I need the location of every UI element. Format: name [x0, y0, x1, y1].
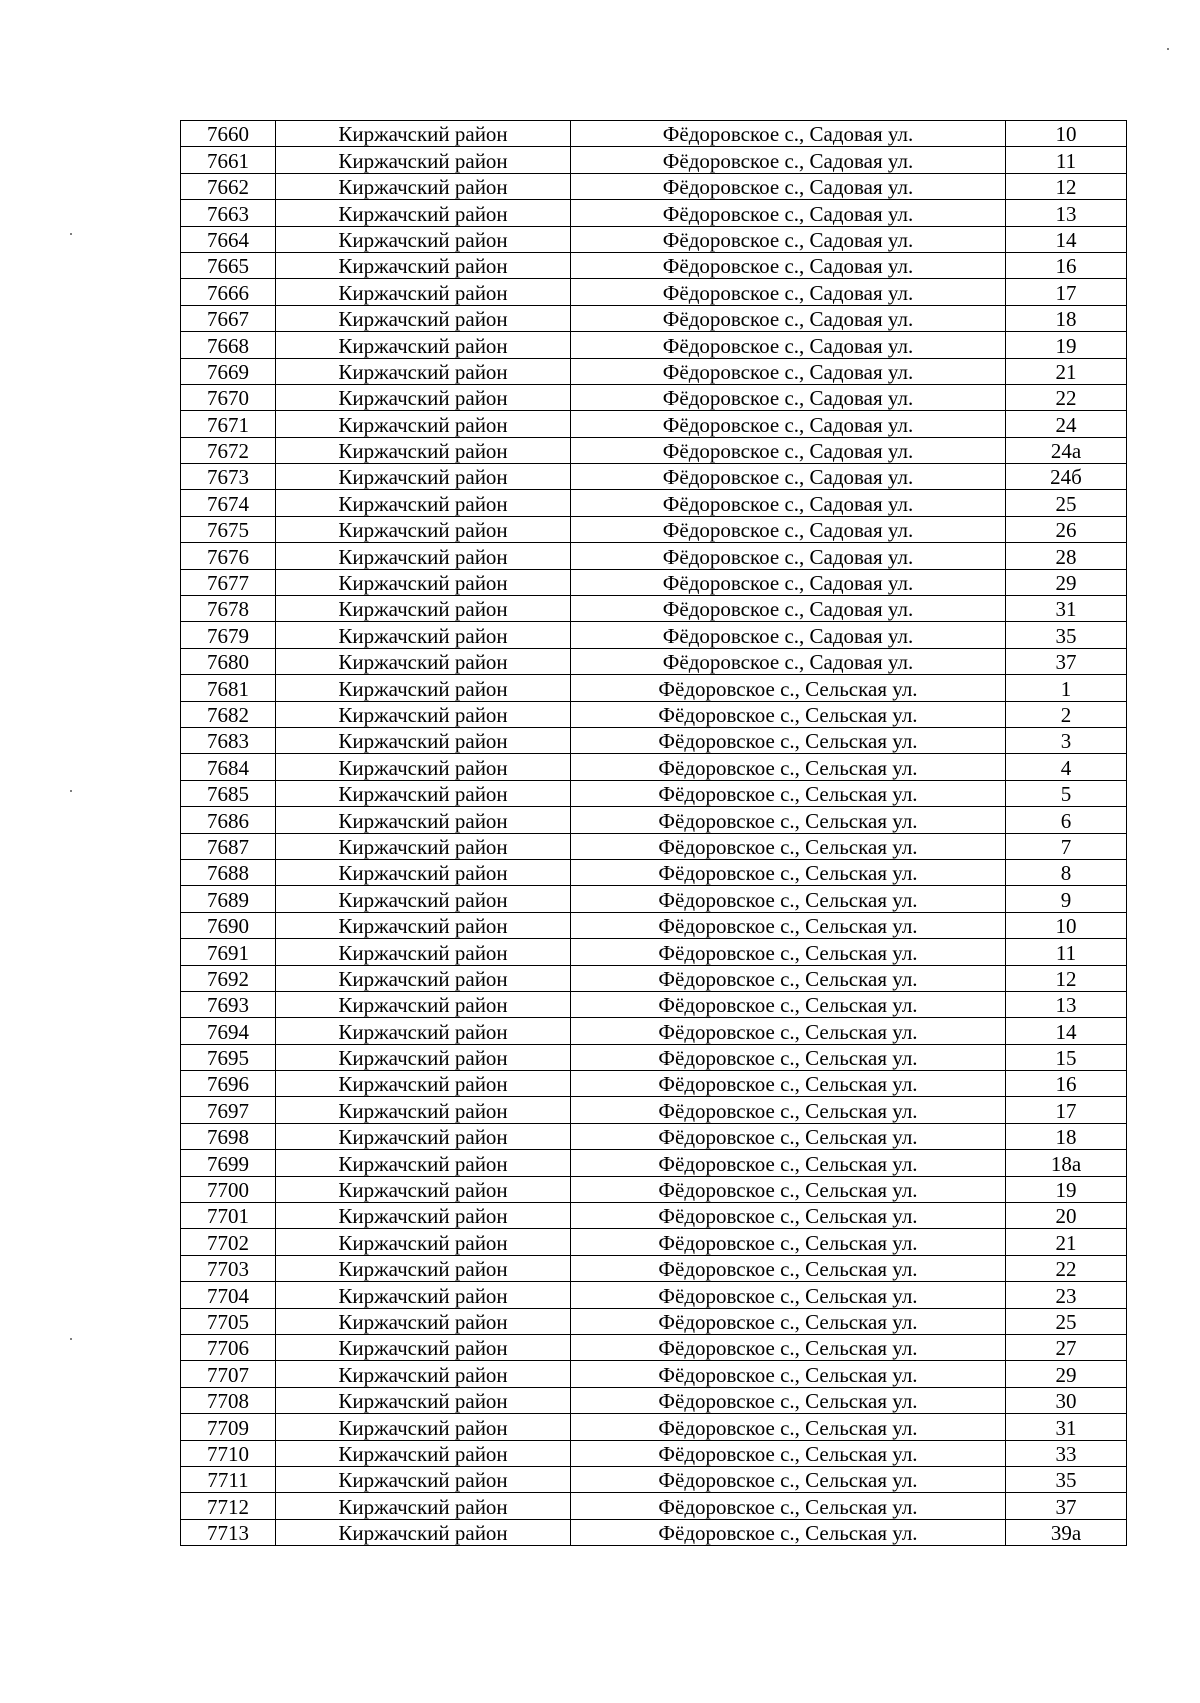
- house-number-cell: 11: [1006, 939, 1127, 965]
- address-cell: Фёдоровское с., Сельская ул.: [571, 886, 1006, 912]
- address-cell: Фёдоровское с., Сельская ул.: [571, 727, 1006, 753]
- house-number-cell: 13: [1006, 991, 1127, 1017]
- address-cell: Фёдоровское с., Сельская ул.: [571, 1519, 1006, 1545]
- house-number-cell: 4: [1006, 754, 1127, 780]
- address-cell: Фёдоровское с., Садовая ул.: [571, 226, 1006, 252]
- house-number-cell: 8: [1006, 859, 1127, 885]
- house-number-cell: 31: [1006, 596, 1127, 622]
- row-number-cell: 7679: [181, 622, 276, 648]
- district-cell: Киржачский район: [276, 939, 571, 965]
- district-cell: Киржачский район: [276, 1018, 571, 1044]
- house-number-cell: 20: [1006, 1203, 1127, 1229]
- district-cell: Киржачский район: [276, 1150, 571, 1176]
- row-number-cell: 7695: [181, 1044, 276, 1070]
- row-number-cell: 7711: [181, 1466, 276, 1492]
- district-cell: Киржачский район: [276, 226, 571, 252]
- row-number-cell: 7703: [181, 1255, 276, 1281]
- row-number-cell: 7699: [181, 1150, 276, 1176]
- address-cell: Фёдоровское с., Сельская ул.: [571, 939, 1006, 965]
- row-number-cell: 7674: [181, 490, 276, 516]
- house-number-cell: 6: [1006, 807, 1127, 833]
- house-number-cell: 3: [1006, 727, 1127, 753]
- row-number-cell: 7666: [181, 279, 276, 305]
- house-number-cell: 16: [1006, 1071, 1127, 1097]
- address-cell: Фёдоровское с., Сельская ул.: [571, 1071, 1006, 1097]
- row-number-cell: 7697: [181, 1097, 276, 1123]
- district-cell: Киржачский район: [276, 516, 571, 542]
- district-cell: Киржачский район: [276, 807, 571, 833]
- table-row: [181, 437, 1127, 463]
- row-number-cell: 7690: [181, 912, 276, 938]
- table-row: [181, 252, 1127, 278]
- address-cell: Фёдоровское с., Сельская ул.: [571, 1440, 1006, 1466]
- row-number-cell: 7693: [181, 991, 276, 1017]
- house-number-cell: 17: [1006, 1097, 1127, 1123]
- address-cell: Фёдоровское с., Сельская ул.: [571, 780, 1006, 806]
- row-number-cell: 7710: [181, 1440, 276, 1466]
- table-row: [181, 939, 1127, 965]
- scan-speck: [70, 1338, 72, 1340]
- house-number-cell: 9: [1006, 886, 1127, 912]
- district-cell: Киржачский район: [276, 1282, 571, 1308]
- address-cell: Фёдоровское с., Сельская ул.: [571, 754, 1006, 780]
- table-row: [181, 173, 1127, 199]
- district-cell: Киржачский район: [276, 1519, 571, 1545]
- row-number-cell: 7671: [181, 411, 276, 437]
- table-row: [181, 1308, 1127, 1334]
- district-cell: Киржачский район: [276, 1176, 571, 1202]
- house-number-cell: 35: [1006, 1466, 1127, 1492]
- row-number-cell: 7681: [181, 675, 276, 701]
- table-row: [181, 1361, 1127, 1387]
- district-cell: Киржачский район: [276, 279, 571, 305]
- address-cell: Фёдоровское с., Садовая ул.: [571, 252, 1006, 278]
- table-row: [181, 147, 1127, 173]
- address-cell: Фёдоровское с., Сельская ул.: [571, 1203, 1006, 1229]
- address-cell: Фёдоровское с., Садовая ул.: [571, 622, 1006, 648]
- district-cell: Киржачский район: [276, 332, 571, 358]
- scan-speck: [70, 233, 72, 235]
- address-cell: Фёдоровское с., Сельская ул.: [571, 912, 1006, 938]
- row-number-cell: 7669: [181, 358, 276, 384]
- district-cell: Киржачский район: [276, 1097, 571, 1123]
- address-cell: Фёдоровское с., Садовая ул.: [571, 596, 1006, 622]
- address-cell: Фёдоровское с., Садовая ул.: [571, 358, 1006, 384]
- row-number-cell: 7677: [181, 569, 276, 595]
- house-number-cell: 19: [1006, 1176, 1127, 1202]
- house-number-cell: 12: [1006, 173, 1127, 199]
- address-cell: Фёдоровское с., Садовая ул.: [571, 411, 1006, 437]
- row-number-cell: 7702: [181, 1229, 276, 1255]
- table-row: [181, 859, 1127, 885]
- table-row: [181, 332, 1127, 358]
- house-number-cell: 14: [1006, 226, 1127, 252]
- table-row: [181, 754, 1127, 780]
- district-cell: Киржачский район: [276, 1229, 571, 1255]
- district-cell: Киржачский район: [276, 1440, 571, 1466]
- house-number-cell: 26: [1006, 516, 1127, 542]
- table-row: [181, 384, 1127, 410]
- table-row: [181, 1466, 1127, 1492]
- row-number-cell: 7684: [181, 754, 276, 780]
- house-number-cell: 22: [1006, 1255, 1127, 1281]
- address-cell: Фёдоровское с., Сельская ул.: [571, 1255, 1006, 1281]
- district-cell: Киржачский район: [276, 596, 571, 622]
- district-cell: Киржачский район: [276, 411, 571, 437]
- address-cell: Фёдоровское с., Сельская ул.: [571, 1150, 1006, 1176]
- row-number-cell: 7664: [181, 226, 276, 252]
- house-number-cell: 7: [1006, 833, 1127, 859]
- house-number-cell: 13: [1006, 200, 1127, 226]
- row-number-cell: 7675: [181, 516, 276, 542]
- table-row: [181, 1440, 1127, 1466]
- scan-speck: [70, 790, 72, 792]
- district-cell: Киржачский район: [276, 384, 571, 410]
- district-cell: Киржачский район: [276, 727, 571, 753]
- district-cell: Киржачский район: [276, 912, 571, 938]
- address-cell: Фёдоровское с., Садовая ул.: [571, 569, 1006, 595]
- district-cell: Киржачский район: [276, 1414, 571, 1440]
- row-number-cell: 7708: [181, 1387, 276, 1413]
- table-row: [181, 727, 1127, 753]
- address-cell: Фёдоровское с., Садовая ул.: [571, 173, 1006, 199]
- row-number-cell: 7696: [181, 1071, 276, 1097]
- address-cell: Фёдоровское с., Садовая ул.: [571, 384, 1006, 410]
- address-cell: Фёдоровское с., Сельская ул.: [571, 1123, 1006, 1149]
- house-number-cell: 24б: [1006, 464, 1127, 490]
- table-row: [181, 1255, 1127, 1281]
- row-number-cell: 7662: [181, 173, 276, 199]
- row-number-cell: 7673: [181, 464, 276, 490]
- district-cell: Киржачский район: [276, 675, 571, 701]
- row-number-cell: 7672: [181, 437, 276, 463]
- address-cell: Фёдоровское с., Сельская ул.: [571, 859, 1006, 885]
- address-cell: Фёдоровское с., Сельская ул.: [571, 1308, 1006, 1334]
- address-cell: Фёдоровское с., Садовая ул.: [571, 332, 1006, 358]
- house-number-cell: 17: [1006, 279, 1127, 305]
- row-number-cell: 7707: [181, 1361, 276, 1387]
- address-cell: Фёдоровское с., Садовая ул.: [571, 200, 1006, 226]
- table-row: [181, 200, 1127, 226]
- address-cell: Фёдоровское с., Сельская ул.: [571, 1176, 1006, 1202]
- district-cell: Киржачский район: [276, 754, 571, 780]
- row-number-cell: 7688: [181, 859, 276, 885]
- table-row: [181, 675, 1127, 701]
- table-row: [181, 464, 1127, 490]
- table-row: [181, 1176, 1127, 1202]
- table-row: [181, 1123, 1127, 1149]
- address-cell: Фёдоровское с., Сельская ул.: [571, 1018, 1006, 1044]
- table-row: [181, 1334, 1127, 1360]
- row-number-cell: 7683: [181, 727, 276, 753]
- table-row: [181, 1150, 1127, 1176]
- table-row: [181, 490, 1127, 516]
- row-number-cell: 7676: [181, 543, 276, 569]
- district-cell: Киржачский район: [276, 833, 571, 859]
- address-cell: Фёдоровское с., Сельская ул.: [571, 1361, 1006, 1387]
- district-cell: Киржачский район: [276, 1255, 571, 1281]
- district-cell: Киржачский район: [276, 173, 571, 199]
- house-number-cell: 10: [1006, 912, 1127, 938]
- table-row: [181, 543, 1127, 569]
- district-cell: Киржачский район: [276, 1493, 571, 1519]
- district-cell: Киржачский район: [276, 358, 571, 384]
- row-number-cell: 7665: [181, 252, 276, 278]
- house-number-cell: 14: [1006, 1018, 1127, 1044]
- row-number-cell: 7709: [181, 1414, 276, 1440]
- table-row: [181, 965, 1127, 991]
- district-cell: Киржачский район: [276, 1361, 571, 1387]
- row-number-cell: 7667: [181, 305, 276, 331]
- row-number-cell: 7682: [181, 701, 276, 727]
- table-row: [181, 780, 1127, 806]
- table-row: [181, 516, 1127, 542]
- table-row: [181, 622, 1127, 648]
- table-row: [181, 807, 1127, 833]
- address-cell: Фёдоровское с., Сельская ул.: [571, 807, 1006, 833]
- table-row: [181, 1519, 1127, 1545]
- district-cell: Киржачский район: [276, 569, 571, 595]
- table-row: [181, 648, 1127, 674]
- row-number-cell: 7680: [181, 648, 276, 674]
- house-number-cell: 22: [1006, 384, 1127, 410]
- district-cell: Киржачский район: [276, 1466, 571, 1492]
- table-row: [181, 121, 1127, 147]
- table-row: [181, 701, 1127, 727]
- district-cell: Киржачский район: [276, 965, 571, 991]
- row-number-cell: 7713: [181, 1519, 276, 1545]
- house-number-cell: 19: [1006, 332, 1127, 358]
- district-cell: Киржачский район: [276, 464, 571, 490]
- table-row: [181, 279, 1127, 305]
- address-cell: Фёдоровское с., Садовая ул.: [571, 147, 1006, 173]
- district-cell: Киржачский район: [276, 252, 571, 278]
- address-cell: Фёдоровское с., Сельская ул.: [571, 1334, 1006, 1360]
- address-cell: Фёдоровское с., Садовая ул.: [571, 464, 1006, 490]
- house-number-cell: 10: [1006, 121, 1127, 147]
- table-row: [181, 1018, 1127, 1044]
- district-cell: Киржачский район: [276, 121, 571, 147]
- district-cell: Киржачский район: [276, 1071, 571, 1097]
- house-number-cell: 21: [1006, 358, 1127, 384]
- table-row: [181, 596, 1127, 622]
- address-cell: Фёдоровское с., Сельская ул.: [571, 675, 1006, 701]
- house-number-cell: 23: [1006, 1282, 1127, 1308]
- house-number-cell: 27: [1006, 1334, 1127, 1360]
- district-cell: Киржачский район: [276, 1044, 571, 1070]
- row-number-cell: 7687: [181, 833, 276, 859]
- table-row: [181, 912, 1127, 938]
- house-number-cell: 24а: [1006, 437, 1127, 463]
- table-row: [181, 886, 1127, 912]
- district-cell: Киржачский район: [276, 859, 571, 885]
- district-cell: Киржачский район: [276, 701, 571, 727]
- house-number-cell: 18а: [1006, 1150, 1127, 1176]
- row-number-cell: 7705: [181, 1308, 276, 1334]
- house-number-cell: 25: [1006, 490, 1127, 516]
- district-cell: Киржачский район: [276, 991, 571, 1017]
- house-number-cell: 24: [1006, 411, 1127, 437]
- address-cell: Фёдоровское с., Сельская ул.: [571, 991, 1006, 1017]
- house-number-cell: 37: [1006, 1493, 1127, 1519]
- row-number-cell: 7712: [181, 1493, 276, 1519]
- address-cell: Фёдоровское с., Садовая ул.: [571, 648, 1006, 674]
- house-number-cell: 35: [1006, 622, 1127, 648]
- district-cell: Киржачский район: [276, 543, 571, 569]
- house-number-cell: 2: [1006, 701, 1127, 727]
- address-cell: Фёдоровское с., Сельская ул.: [571, 1044, 1006, 1070]
- address-cell: Фёдоровское с., Садовая ул.: [571, 279, 1006, 305]
- house-number-cell: 5: [1006, 780, 1127, 806]
- district-cell: Киржачский район: [276, 200, 571, 226]
- table-row: [181, 1229, 1127, 1255]
- house-number-cell: 11: [1006, 147, 1127, 173]
- house-number-cell: 21: [1006, 1229, 1127, 1255]
- row-number-cell: 7706: [181, 1334, 276, 1360]
- table-row: [181, 1493, 1127, 1519]
- house-number-cell: 1: [1006, 675, 1127, 701]
- address-table: [180, 120, 1127, 1546]
- table-row: [181, 1071, 1127, 1097]
- district-cell: Киржачский район: [276, 1123, 571, 1149]
- house-number-cell: 39а: [1006, 1519, 1127, 1545]
- district-cell: Киржачский район: [276, 780, 571, 806]
- address-cell: Фёдоровское с., Сельская ул.: [571, 1493, 1006, 1519]
- table-row: [181, 305, 1127, 331]
- address-cell: Фёдоровское с., Сельская ул.: [571, 965, 1006, 991]
- table-row: [181, 569, 1127, 595]
- row-number-cell: 7685: [181, 780, 276, 806]
- house-number-cell: 37: [1006, 648, 1127, 674]
- row-number-cell: 7704: [181, 1282, 276, 1308]
- table-row: [181, 1044, 1127, 1070]
- row-number-cell: 7670: [181, 384, 276, 410]
- table-row: [181, 833, 1127, 859]
- district-cell: Киржачский район: [276, 886, 571, 912]
- house-number-cell: 12: [1006, 965, 1127, 991]
- table-row: [181, 226, 1127, 252]
- table-row: [181, 1203, 1127, 1229]
- address-cell: Фёдоровское с., Сельская ул.: [571, 1387, 1006, 1413]
- row-number-cell: 7678: [181, 596, 276, 622]
- house-number-cell: 15: [1006, 1044, 1127, 1070]
- house-number-cell: 30: [1006, 1387, 1127, 1413]
- address-cell: Фёдоровское с., Садовая ул.: [571, 543, 1006, 569]
- row-number-cell: 7663: [181, 200, 276, 226]
- address-cell: Фёдоровское с., Сельская ул.: [571, 1466, 1006, 1492]
- district-cell: Киржачский район: [276, 622, 571, 648]
- row-number-cell: 7692: [181, 965, 276, 991]
- address-cell: Фёдоровское с., Сельская ул.: [571, 701, 1006, 727]
- address-cell: Фёдоровское с., Садовая ул.: [571, 121, 1006, 147]
- house-number-cell: 31: [1006, 1414, 1127, 1440]
- address-cell: Фёдоровское с., Сельская ул.: [571, 1097, 1006, 1123]
- house-number-cell: 29: [1006, 569, 1127, 595]
- house-number-cell: 18: [1006, 305, 1127, 331]
- table-row: [181, 1097, 1127, 1123]
- house-number-cell: 16: [1006, 252, 1127, 278]
- address-table-body: [181, 121, 1127, 1546]
- house-number-cell: 18: [1006, 1123, 1127, 1149]
- address-cell: Фёдоровское с., Сельская ул.: [571, 1282, 1006, 1308]
- house-number-cell: 28: [1006, 543, 1127, 569]
- address-cell: Фёдоровское с., Садовая ул.: [571, 516, 1006, 542]
- district-cell: Киржачский район: [276, 437, 571, 463]
- house-number-cell: 25: [1006, 1308, 1127, 1334]
- table-row: [181, 1414, 1127, 1440]
- row-number-cell: 7698: [181, 1123, 276, 1149]
- district-cell: Киржачский район: [276, 1203, 571, 1229]
- district-cell: Киржачский район: [276, 1334, 571, 1360]
- table-row: [181, 411, 1127, 437]
- district-cell: Киржачский район: [276, 305, 571, 331]
- house-number-cell: 33: [1006, 1440, 1127, 1466]
- scan-speck: [1167, 48, 1169, 50]
- table-row: [181, 1387, 1127, 1413]
- address-cell: Фёдоровское с., Сельская ул.: [571, 833, 1006, 859]
- address-cell: Фёдоровское с., Сельская ул.: [571, 1229, 1006, 1255]
- address-cell: Фёдоровское с., Сельская ул.: [571, 1414, 1006, 1440]
- row-number-cell: 7668: [181, 332, 276, 358]
- row-number-cell: 7691: [181, 939, 276, 965]
- district-cell: Киржачский район: [276, 147, 571, 173]
- row-number-cell: 7694: [181, 1018, 276, 1044]
- address-cell: Фёдоровское с., Садовая ул.: [571, 305, 1006, 331]
- table-row: [181, 358, 1127, 384]
- address-cell: Фёдоровское с., Садовая ул.: [571, 490, 1006, 516]
- district-cell: Киржачский район: [276, 1387, 571, 1413]
- row-number-cell: 7689: [181, 886, 276, 912]
- row-number-cell: 7661: [181, 147, 276, 173]
- house-number-cell: 29: [1006, 1361, 1127, 1387]
- district-cell: Киржачский район: [276, 490, 571, 516]
- row-number-cell: 7686: [181, 807, 276, 833]
- row-number-cell: 7660: [181, 121, 276, 147]
- district-cell: Киржачский район: [276, 1308, 571, 1334]
- table-row: [181, 1282, 1127, 1308]
- district-cell: Киржачский район: [276, 648, 571, 674]
- address-cell: Фёдоровское с., Садовая ул.: [571, 437, 1006, 463]
- row-number-cell: 7700: [181, 1176, 276, 1202]
- row-number-cell: 7701: [181, 1203, 276, 1229]
- table-row: [181, 991, 1127, 1017]
